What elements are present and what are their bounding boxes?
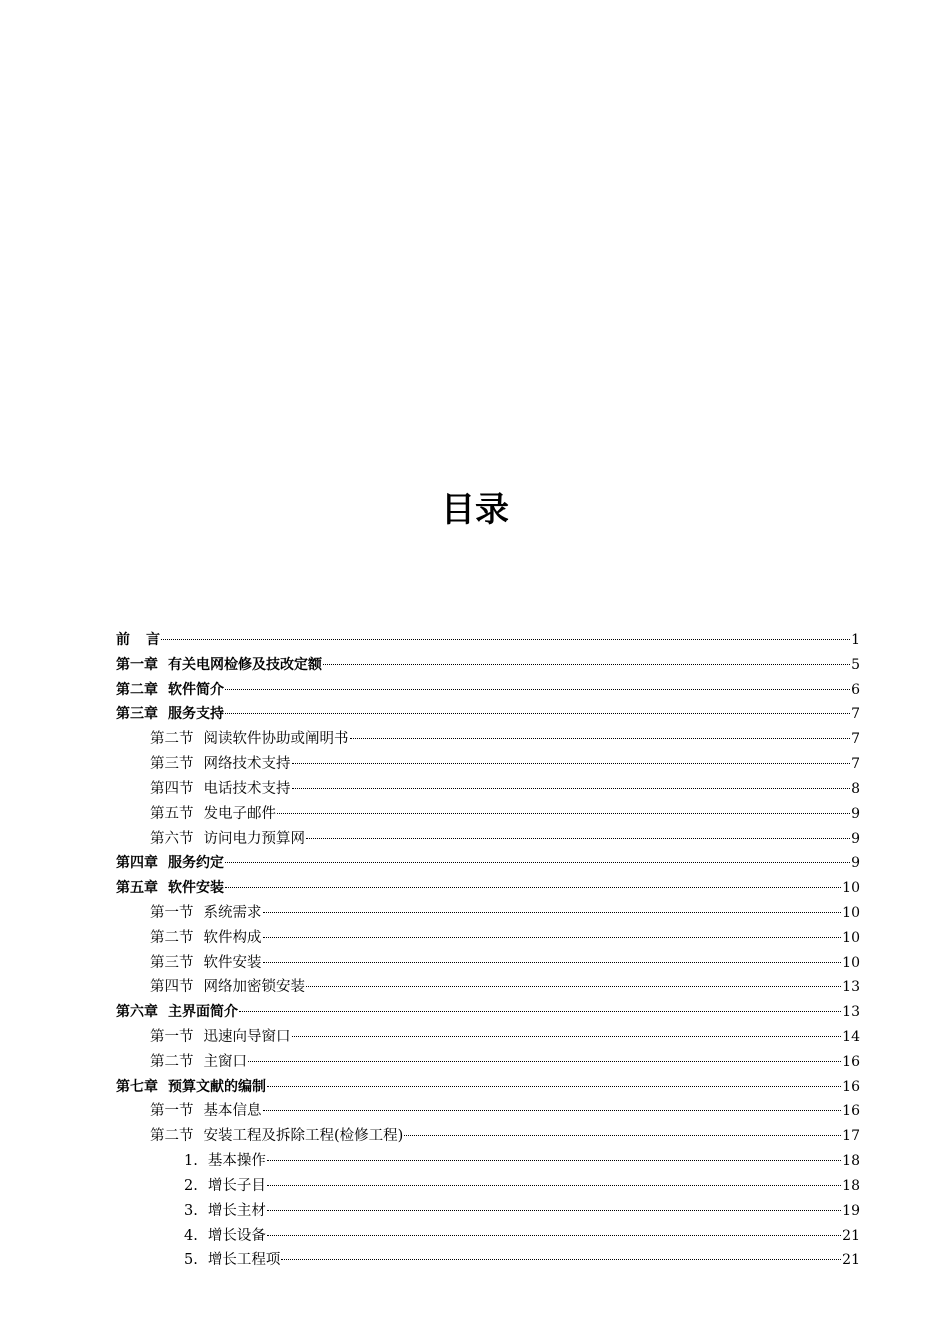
page-title: 目录	[441, 490, 509, 530]
toc-entry[interactable]	[116, 827, 860, 852]
toc-dot-leader	[263, 1110, 842, 1111]
toc-entry[interactable]	[116, 727, 860, 752]
toc-entry-title: 软件安装	[203, 954, 262, 971]
toc-entry-title: 增长主材	[207, 1202, 266, 1219]
toc-entry[interactable]	[116, 975, 860, 1000]
toc-entry-number: 第三章	[116, 706, 158, 723]
toc-page-number: 9	[851, 805, 860, 822]
toc-dot-leader	[277, 813, 850, 814]
toc-page-number: 10	[842, 929, 860, 946]
toc-entry-title: 服务约定	[168, 855, 224, 872]
toc-entry-number: 第一节	[150, 904, 194, 921]
toc-entry-title: 增长子目	[207, 1177, 266, 1194]
toc-dot-leader	[267, 1210, 841, 1211]
toc-dot-leader	[267, 1185, 841, 1186]
toc-entry[interactable]	[116, 1050, 860, 1075]
toc-entry-number: 第四章	[116, 855, 158, 872]
toc-entry-title: 迅速向导窗口	[203, 1029, 291, 1045]
toc-dot-leader	[239, 1011, 841, 1012]
toc-page-number: 13	[842, 1004, 860, 1021]
toc-entry[interactable]	[116, 951, 860, 976]
toc-page-number: 6	[851, 681, 860, 698]
toc-entry-number: 1.	[184, 1153, 198, 1170]
toc-entry-title: 软件安装	[168, 880, 224, 897]
toc-entry-title: 主窗口	[203, 1053, 247, 1070]
toc-dot-leader	[323, 664, 850, 665]
toc-entry-number: 第三节	[150, 756, 194, 773]
toc-entry-number: 第四节	[150, 780, 194, 797]
toc-dot-leader	[281, 1259, 841, 1260]
toc-page-number: 9	[851, 830, 860, 847]
toc-entry-number: 前	[116, 632, 130, 648]
toc-entry[interactable]	[116, 678, 860, 703]
toc-page-number: 13	[842, 979, 860, 996]
toc-entry-title: 发电子邮件	[203, 805, 276, 822]
toc-entry-number: 2.	[184, 1177, 198, 1194]
toc-dot-leader	[161, 639, 850, 640]
toc-entry[interactable]	[116, 1075, 860, 1100]
toc-entry-number: 第五节	[150, 805, 194, 822]
toc-entry-number: 第二节	[150, 1053, 194, 1070]
toc-entry-title: 安装工程及拆除工程(检修工程)	[203, 1128, 404, 1145]
toc-entry-title: 阅读软件协助或阐明书	[203, 731, 349, 748]
toc-dot-leader	[263, 962, 842, 963]
toc-entry[interactable]	[116, 1025, 860, 1050]
toc-page-number: 16	[842, 1053, 860, 1070]
toc-entry[interactable]	[116, 926, 860, 951]
toc-dot-leader	[306, 986, 841, 987]
toc-entry-title: 软件简介	[168, 681, 224, 698]
toc-entry-title: 访问电力预算网	[203, 830, 305, 847]
toc-page-number: 18	[842, 1177, 860, 1194]
toc-entry[interactable]	[116, 901, 860, 926]
toc-entry[interactable]	[116, 628, 860, 653]
toc-entry[interactable]	[116, 1199, 860, 1224]
toc-entry-title: 增长工程项	[207, 1252, 281, 1269]
toc-entry-number: 第六节	[150, 830, 194, 847]
toc-entry[interactable]	[116, 802, 860, 827]
toc-page-number: 18	[842, 1153, 860, 1170]
toc-entry-title: 系统需求	[203, 904, 262, 921]
toc-page-number: 21	[842, 1252, 860, 1269]
toc-page-number: 1	[851, 632, 860, 648]
toc-page-number: 10	[842, 904, 860, 921]
toc-page-number: 7	[851, 706, 860, 723]
toc-entry[interactable]	[116, 653, 860, 678]
toc-entry-title: 网络加密锁安装	[203, 979, 305, 996]
toc-entry-title: 网络技术支持	[203, 756, 291, 773]
toc-entry[interactable]	[116, 1174, 860, 1199]
toc-entry-number: 第二章	[116, 681, 158, 698]
toc-entry[interactable]	[116, 1099, 860, 1124]
toc-entry[interactable]	[116, 1224, 860, 1249]
toc-entry-number: 第四节	[150, 979, 194, 996]
toc-entry-number: 第五章	[116, 880, 158, 897]
toc-page-number: 9	[851, 855, 860, 872]
toc-dot-leader	[225, 713, 850, 714]
toc-page-number: 21	[842, 1227, 860, 1244]
toc-entry-number: 第六章	[116, 1004, 158, 1021]
toc-page-number: 14	[842, 1029, 860, 1045]
toc-page-number: 7	[851, 756, 860, 773]
toc-page-number: 10	[842, 880, 860, 897]
toc-entry[interactable]	[116, 1124, 860, 1149]
toc-entry[interactable]	[116, 876, 860, 901]
toc-dot-leader	[267, 1086, 841, 1087]
toc-entry[interactable]	[116, 1000, 860, 1025]
toc-entry-number: 5.	[184, 1252, 198, 1269]
toc-entry[interactable]	[116, 1248, 860, 1273]
toc-entry-number: 第二节	[150, 1128, 194, 1145]
toc-dot-leader	[263, 937, 842, 938]
toc-dot-leader	[267, 1160, 841, 1161]
toc-page-number: 7	[851, 731, 860, 748]
toc-page-number: 17	[842, 1128, 860, 1145]
toc-dot-leader	[292, 763, 851, 764]
toc-dot-leader	[404, 1135, 841, 1136]
toc-entry-title: 基本信息	[203, 1103, 262, 1120]
table-of-contents	[116, 628, 860, 1273]
toc-entry-title: 服务支持	[168, 706, 224, 723]
toc-dot-leader	[306, 838, 850, 839]
toc-entry-title: 预算文献的编制	[168, 1078, 266, 1095]
toc-entry-title: 言	[146, 632, 160, 648]
toc-entry-number: 4.	[184, 1227, 198, 1244]
toc-entry[interactable]	[116, 702, 860, 727]
toc-entry-number: 3.	[184, 1202, 198, 1219]
toc-entry-title: 基本操作	[207, 1153, 266, 1170]
toc-dot-leader	[350, 738, 851, 739]
toc-dot-leader	[292, 788, 851, 789]
toc-entry[interactable]	[116, 1149, 860, 1174]
toc-entry-title: 有关电网检修及技改定额	[168, 656, 322, 673]
toc-entry-number: 第三节	[150, 954, 194, 971]
toc-dot-leader	[225, 689, 850, 690]
toc-entry-number: 第一节	[150, 1103, 194, 1120]
toc-entry-number: 第七章	[116, 1078, 158, 1095]
toc-entry-title: 主界面简介	[168, 1004, 238, 1021]
toc-dot-leader	[292, 1036, 842, 1037]
toc-entry[interactable]	[116, 752, 860, 777]
toc-entry-title: 软件构成	[203, 929, 262, 946]
toc-entry-number: 第一节	[150, 1029, 194, 1045]
toc-page-number: 19	[842, 1202, 860, 1219]
toc-page-number: 16	[842, 1078, 860, 1095]
toc-dot-leader	[267, 1235, 841, 1236]
toc-entry-number: 第一章	[116, 656, 158, 673]
toc-entry-number: 第二节	[150, 929, 194, 946]
toc-entry[interactable]	[116, 851, 860, 876]
toc-page-number: 16	[842, 1103, 860, 1120]
toc-entry[interactable]	[116, 777, 860, 802]
toc-dot-leader	[225, 862, 850, 863]
toc-dot-leader	[263, 912, 842, 913]
toc-entry-title: 电话技术支持	[203, 780, 291, 797]
toc-dot-leader	[248, 1061, 841, 1062]
toc-dot-leader	[225, 887, 841, 888]
toc-entry-title: 增长设备	[207, 1227, 266, 1244]
toc-page-number: 8	[851, 780, 860, 797]
toc-page-number: 10	[842, 954, 860, 971]
toc-entry-number: 第二节	[150, 731, 194, 748]
toc-page-number: 5	[851, 656, 860, 673]
